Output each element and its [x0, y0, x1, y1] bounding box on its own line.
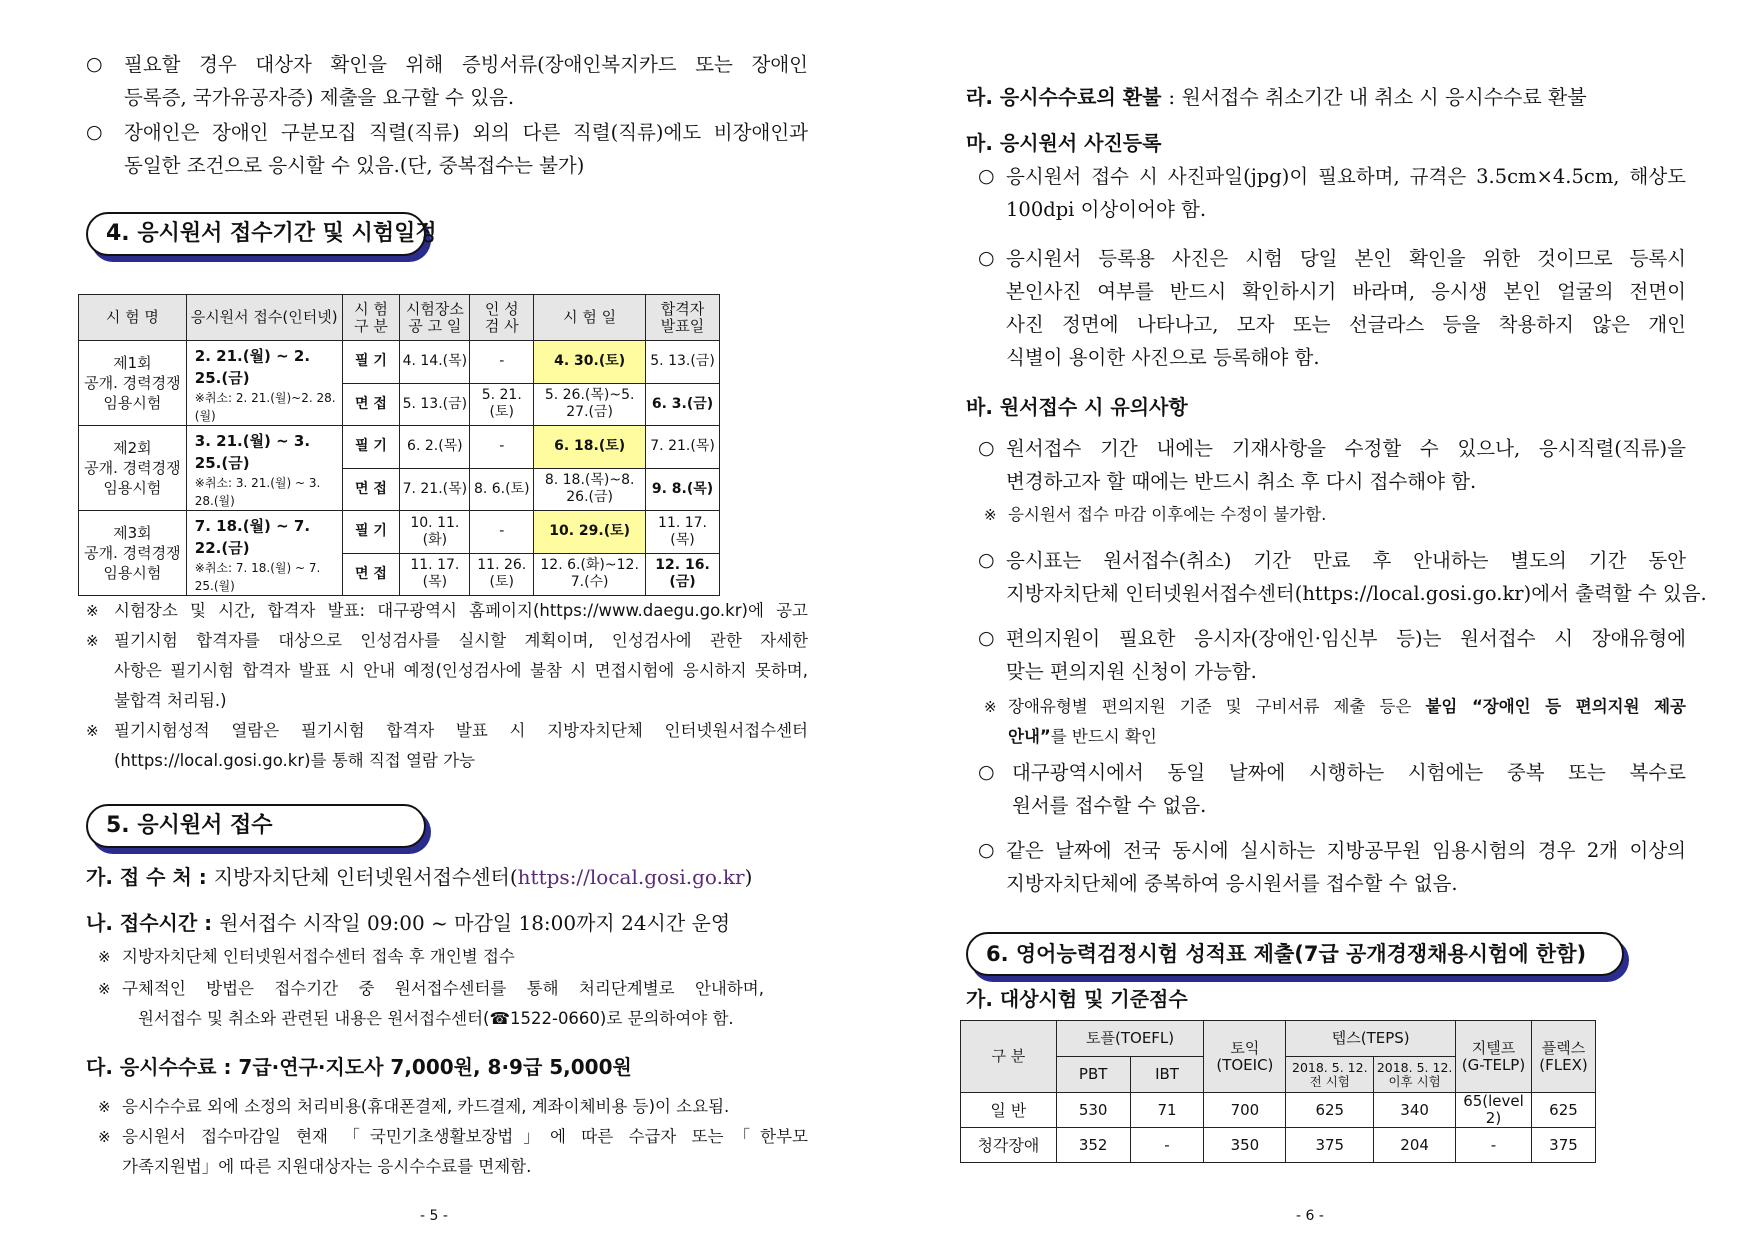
note-line: 필기시험 합격자를 대상으로 인성검사를 실시할 계획이며, 인성검사에 관한 자세한 — [114, 631, 808, 650]
reception-time-label: 나. 접수시간 : — [86, 911, 213, 935]
personality-date: 8. 6.(토) — [470, 468, 534, 511]
personality-date: - — [470, 341, 534, 384]
table-row — [79, 511, 720, 554]
bullet-accommodation — [966, 622, 1686, 688]
bullet-mark: ○ — [978, 761, 995, 783]
table-row — [961, 1093, 1596, 1128]
score-cell: 375 — [1286, 1128, 1374, 1163]
round-name-3: 제3회 공개. 경력경쟁 임용시험 — [79, 511, 187, 596]
reception-period-2: 3. 21.(월) ~ 3. 25.(금) ※취소: 3. 21.(월) ~ 3. 28.(월) — [186, 426, 342, 511]
notice-date: 10. 11.(화) — [400, 511, 470, 554]
fee-refund-text: : 원서접수 취소기간 내 취소 시 응시수수료 환불 — [1168, 85, 1587, 109]
photo-registration-heading — [966, 128, 1686, 158]
result-date: 11. 17.(목) — [646, 511, 720, 554]
text-line: 응시원서 접수 시 사진파일(jpg)이 필요하며, 규격은 3.5cm×4.5cm, 해상도 — [1006, 165, 1686, 188]
header-ibt: IBT — [1130, 1057, 1204, 1093]
exam-date: 10. 29.(토) — [534, 511, 646, 554]
bullet-mark: ○ — [978, 549, 995, 571]
table-row — [79, 426, 720, 469]
text-line: 응시원서 등록용 사진은 시험 당일 본인 확인을 위한 것이므로 등록시 — [1006, 247, 1686, 270]
text-line: 식별이 용이한 사진으로 등록해야 함. — [1006, 346, 1320, 369]
header-pbt: PBT — [1056, 1057, 1130, 1093]
section-4-title: 4. 응시원서 접수기간 및 시험일정 — [86, 212, 426, 256]
bullet-admission-ticket — [966, 544, 1707, 610]
exam-type: 필 기 — [342, 426, 400, 469]
reception-period-1: 2. 21.(월) ~ 2. 25.(금) ※취소: 2. 21.(월)~2. 28.(월) — [186, 341, 342, 426]
bullet-mark: ○ — [978, 437, 995, 459]
note-mark: ※ — [86, 722, 99, 740]
target-exams-heading — [966, 984, 1686, 1014]
page-number: - 5 - — [420, 1208, 448, 1224]
target-exams-title: 가. 대상시험 및 기준점수 — [966, 987, 1188, 1011]
notice-date: 11. 17.(목) — [400, 553, 470, 596]
fee-refund — [966, 82, 1686, 112]
text-line: 장애인은 장애인 구분모집 직렬(직류) 외의 다른 직렬(직류)에도 비장애인과 — [124, 121, 808, 144]
reception-place: 가. 접 수 처 : 지방자치단체 인터넷원서접수센터(https://local.gosi.go.kr) — [86, 865, 753, 889]
note-no-edit-after-deadline — [966, 500, 1686, 530]
text-line: 사진 정면에 나타나고, 모자 또는 선글라스 등을 착용하지 않은 개인 — [1006, 313, 1686, 336]
header-reception: 응시원서 접수(인터넷) — [186, 295, 342, 341]
text-line: 같은 날짜에 전국 동시에 실시하는 지방공무원 임용시험의 경우 2개 이상의 — [1006, 839, 1686, 862]
right-page — [966, 0, 1707, 1240]
row-label: 청각장애 — [961, 1128, 1057, 1163]
notice-date: 5. 13.(금) — [400, 383, 470, 426]
header-flex: 플렉스 (FLEX) — [1531, 1021, 1595, 1093]
text-line: 지방자치단체 인터넷원서접수센터(https://local.gosi.go.kr)에서 출력할 수 있음. — [1006, 582, 1707, 605]
text-line: 등록증, 국가유공자증) 제출을 요구할 수 있음. — [124, 86, 515, 109]
section-5-title: 5. 응시원서 접수 — [86, 804, 426, 848]
notice-date: 4. 14.(목) — [400, 341, 470, 384]
score-cell: 700 — [1204, 1093, 1286, 1128]
score-cell: - — [1456, 1128, 1532, 1163]
score-cell: 352 — [1056, 1128, 1130, 1163]
bullet-photo-identity — [966, 242, 1686, 374]
note-line: 응시원서 접수 마감 이후에는 수정이 불가함. — [1008, 505, 1327, 524]
note-line: 시험장소 및 시간, 합격자 발표: 대구광역시 홈페이지(https://www.daegu.go.kr)에 공고 — [114, 601, 808, 620]
bullet-mark: ○ — [86, 53, 103, 75]
exam-type: 면 접 — [342, 468, 400, 511]
note-mark: ※ — [86, 602, 99, 620]
note-mark: ※ — [984, 698, 997, 716]
exam-date: 4. 30.(토) — [534, 341, 646, 384]
bullet-no-duplicate-daegu — [966, 756, 1686, 822]
header-toeic: 토익 (TOEIC) — [1204, 1021, 1286, 1093]
reception-time — [86, 908, 808, 938]
bullet-mark: ○ — [978, 247, 995, 269]
local-gosi-link[interactable]: https://local.gosi.go.kr — [517, 865, 745, 889]
photo-registration-title: 마. 응시원서 사진등록 — [966, 131, 1162, 155]
score-cell: 375 — [1531, 1128, 1595, 1163]
score-cell: 65(level 2) — [1456, 1093, 1532, 1128]
text-line: 편의지원이 필요한 응시자(장애인·임신부 등)는 원서접수 시 장애유형에 — [1006, 627, 1686, 650]
table-row — [961, 1128, 1596, 1163]
section-4-heading — [86, 212, 437, 256]
reception-period-3: 7. 18.(월) ~ 7. 22.(금) ※취소: 7. 18.(월) ~ 7. 25.(월) — [186, 511, 342, 596]
left-page — [86, 0, 808, 1240]
note-line: 필기시험성적 열람은 필기시험 합격자 발표 시 지방자치단체 인터넷원서접수센터 — [114, 721, 808, 740]
header-teps-after: 2018. 5. 12. 이후 시험 — [1374, 1057, 1456, 1093]
bullet-disabled-apply — [86, 116, 808, 182]
note-reception-method — [86, 974, 808, 1034]
bullet-evidence-docs — [86, 48, 808, 114]
header-venue-notice: 시험장소 공 고 일 — [400, 295, 470, 341]
note-venue-announcement — [86, 596, 808, 626]
text-line: 변경하고자 할 때에는 반드시 취소 후 다시 접수해야 함. — [1006, 470, 1477, 493]
section-6-heading — [966, 932, 1624, 976]
header-exam-name: 시 험 명 — [79, 295, 187, 341]
text-line: 100dpi 이상이어야 함. — [1006, 198, 1207, 221]
note-line: 사항은 필기시험 합격자 발표 시 안내 예정(인성검사에 불참 시 면접시험에 응시하지 못하며, — [114, 661, 808, 680]
result-date: 7. 21.(목) — [646, 426, 720, 469]
score-cell: 625 — [1531, 1093, 1595, 1128]
score-cell: 350 — [1204, 1128, 1286, 1163]
bullet-no-duplicate-national — [966, 834, 1686, 900]
row-label: 일 반 — [961, 1093, 1057, 1128]
result-date: 9. 8.(목) — [646, 468, 720, 511]
notice-date: 6. 2.(목) — [400, 426, 470, 469]
note-line: 지방자치단체 인터넷원서접수센터 접속 후 개인별 접수 — [122, 947, 515, 966]
note-individual-reception — [86, 942, 808, 972]
section-5-heading — [86, 804, 426, 848]
header-type: 시 험 구 분 — [342, 295, 400, 341]
fee-refund-label: 라. 응시수수료의 환불 — [966, 85, 1162, 109]
exam-schedule-table — [78, 294, 720, 596]
text-line: 필요할 경우 대상자 확인을 위해 증빙서류(장애인복지카드 또는 장애인 — [124, 53, 808, 76]
english-score-table — [960, 1020, 1596, 1163]
reception-cautions-heading — [966, 392, 1686, 422]
result-date: 12. 16.(금) — [646, 553, 720, 596]
score-cell: - — [1130, 1128, 1204, 1163]
note-fee-exemption — [86, 1122, 808, 1182]
personality-date: - — [470, 511, 534, 554]
note-mark: ※ — [984, 506, 997, 524]
exam-type: 면 접 — [342, 383, 400, 426]
text-line: 지방자치단체에 중복하여 응시원서를 접수할 수 없음. — [1006, 872, 1458, 895]
round-name-1: 제1회 공개. 경력경쟁 임용시험 — [79, 341, 187, 426]
reception-place-label: 가. 접 수 처 : — [86, 865, 207, 889]
page-number: - 6 - — [1296, 1208, 1324, 1224]
note-processing-cost — [86, 1092, 808, 1122]
personality-date: 5. 21.(토) — [470, 383, 534, 426]
text-line: 본인사진 여부를 반드시 확인하시기 바라며, 응시생 본인 얼굴의 전면이 — [1006, 280, 1686, 303]
bullet-mark: ○ — [978, 839, 995, 861]
text-line: 원서를 접수할 수 없음. — [1012, 794, 1207, 817]
result-date: 5. 13.(금) — [646, 341, 720, 384]
reception-cautions-title: 바. 원서접수 시 유의사항 — [966, 395, 1188, 419]
note-line: (https://local.gosi.go.kr)를 통해 직접 열람 가능 — [114, 751, 475, 770]
reception-place-text: 지방자치단체 인터넷원서접수센터( — [213, 865, 518, 889]
text-line: 동일한 조건으로 응시할 수 있음.(단, 중복접수는 불가) — [124, 154, 585, 177]
score-cell: 204 — [1374, 1128, 1456, 1163]
note-line: 원서접수 및 취소와 관련된 내용은 원서접수센터(☎1522-0660)로 문의하여야 함. — [138, 1009, 734, 1028]
note-mark: ※ — [98, 948, 111, 966]
exam-type: 면 접 — [342, 553, 400, 596]
header-exam-date: 시 험 일 — [534, 295, 646, 341]
note-line: 응시원서 접수마감일 현재 「국민기초생활보장법」에 따른 수급자 또는「한부모 — [122, 1127, 808, 1146]
personality-date: 11. 26.(토) — [470, 553, 534, 596]
note-mark: ※ — [98, 980, 111, 998]
header-result-date: 합격자 발표일 — [646, 295, 720, 341]
note-line: 가족지원법」에 따른 지원대상자는 응시수수료를 면제함. — [122, 1157, 532, 1176]
bullet-mark: ○ — [86, 121, 103, 143]
text-line: 대구광역시에서 동일 날짜에 시행하는 시험에는 중복 또는 복수로 — [1012, 761, 1686, 784]
application-fee — [86, 1052, 808, 1082]
note-accommodation-guide: ※ 장애유형별 편의지원 기준 및 구비서류 제출 등은 붙임 “장애인 등 편의지원 제공 안내”를 반드시 확인 — [966, 692, 1686, 752]
section-6-title: 6. 영어능력검정시험 성적표 제출(7급 공개경쟁채용시험에 한함) — [966, 932, 1624, 976]
note-line: 응시수수료 외에 소정의 처리비용(휴대폰결제, 카드결제, 계좌이체비용 등)이 소요됨. — [122, 1097, 730, 1116]
text-line: 맞는 편의지원 신청이 가능함. — [1006, 660, 1257, 683]
header-teps-before: 2018. 5. 12. 전 시험 — [1286, 1057, 1374, 1093]
exam-type: 필 기 — [342, 511, 400, 554]
header-personality-test: 인 성 검 사 — [470, 295, 534, 341]
score-cell: 340 — [1374, 1093, 1456, 1128]
exam-date: 8. 18.(목)~8. 26.(금) — [534, 468, 646, 511]
exam-type: 필 기 — [342, 341, 400, 384]
score-cell: 625 — [1286, 1093, 1374, 1128]
note-line: 구체적인 방법은 접수기간 중 원서접수센터를 통해 처리단계별로 안내하며, — [122, 979, 764, 998]
note-line: 불합격 처리됨.) — [114, 691, 227, 710]
note-mark: ※ — [86, 632, 99, 650]
exam-date: 12. 6.(화)~12. 7.(수) — [534, 553, 646, 596]
note-score-view — [86, 716, 808, 776]
bullet-mark: ○ — [978, 165, 995, 187]
notice-date: 7. 21.(목) — [400, 468, 470, 511]
header-toefl: 토플(TOEFL) — [1056, 1021, 1204, 1057]
header-teps: 텝스(TEPS) — [1286, 1021, 1456, 1057]
text-line: 응시표는 원서접수(취소) 기간 만료 후 안내하는 별도의 기간 동안 — [1006, 549, 1686, 572]
note-mark: ※ — [98, 1098, 111, 1116]
header-gtelp: 지텔프 (G-TELP) — [1456, 1021, 1532, 1093]
exam-date: 5. 26.(목)~5. 27.(금) — [534, 383, 646, 426]
score-cell: 71 — [1130, 1093, 1204, 1128]
note-personality-test — [86, 626, 808, 716]
result-date: 6. 3.(금) — [646, 383, 720, 426]
score-cell: 530 — [1056, 1093, 1130, 1128]
personality-date: - — [470, 426, 534, 469]
table-row — [79, 341, 720, 384]
note-mark: ※ — [98, 1128, 111, 1146]
bullet-photo-spec — [966, 160, 1686, 226]
text-line: 원서접수 기간 내에는 기재사항을 수정할 수 있으나, 응시직렬(직류)을 — [1006, 437, 1686, 460]
bullet-mark: ○ — [978, 627, 995, 649]
application-fee-heading: 다. 응시수수료 : 7급·연구·지도사 7,000원, 8·9급 5,000원 — [86, 1055, 632, 1079]
exam-date: 6. 18.(토) — [534, 426, 646, 469]
reception-time-text: 원서접수 시작일 09:00 ~ 마감일 18:00까지 24시간 운영 — [219, 911, 731, 935]
header-division: 구 분 — [961, 1021, 1057, 1093]
bullet-edit-info — [966, 432, 1686, 498]
round-name-2: 제2회 공개. 경력경쟁 임용시험 — [79, 426, 187, 511]
